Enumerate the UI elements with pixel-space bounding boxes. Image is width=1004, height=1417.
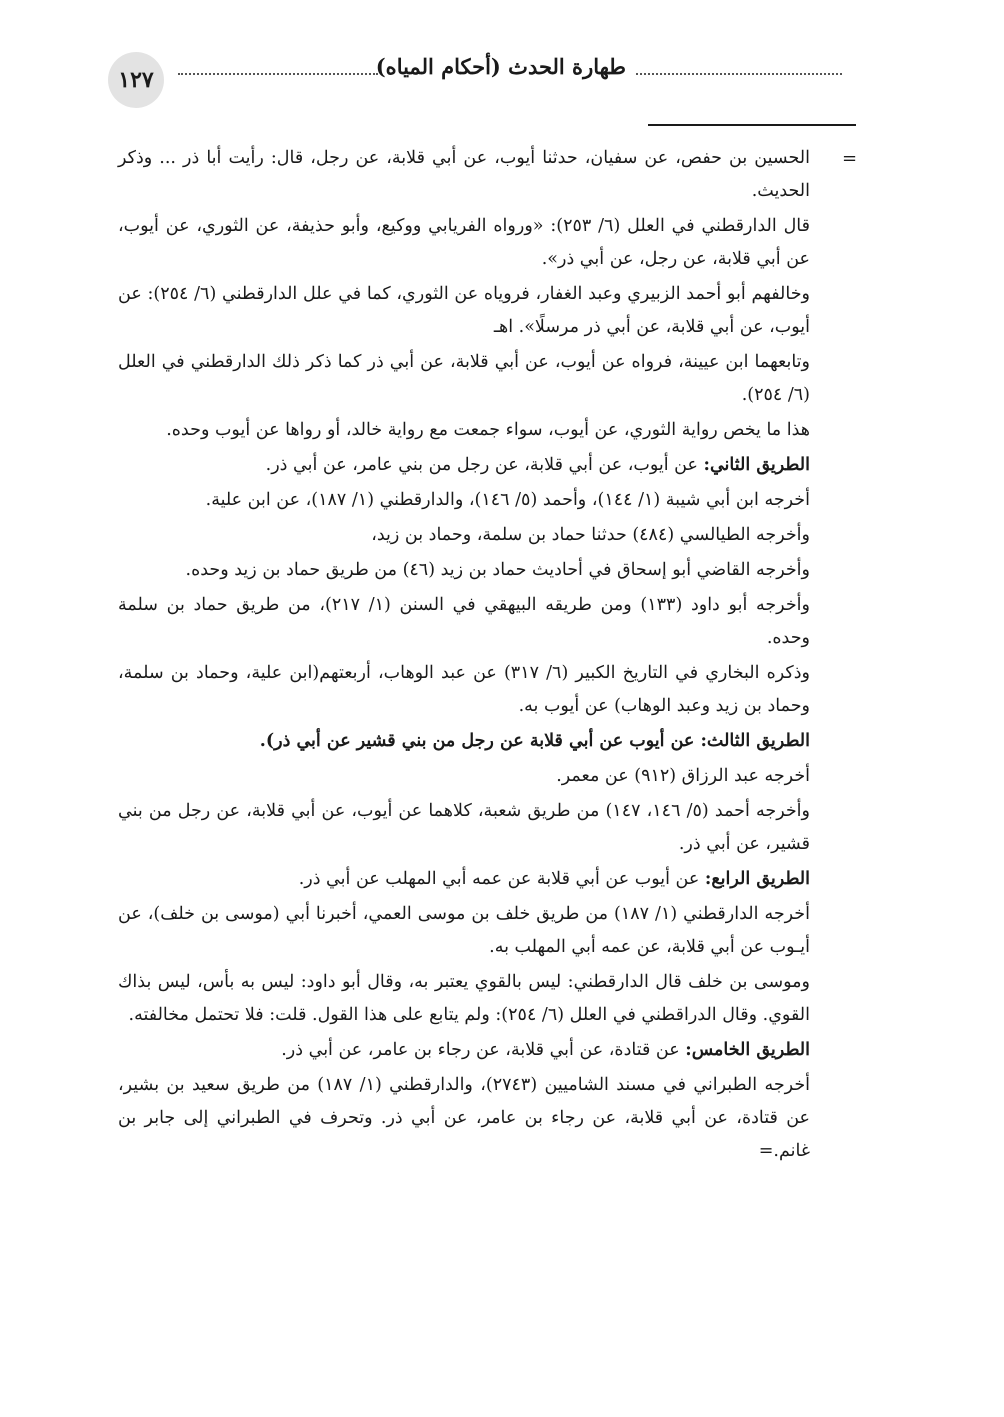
footnote-paragraph: [118, 142, 810, 208]
paragraph-text: أخرجه الدارقطني (١/ ١٨٧) من طريق خلف بن موسى العمي، أخبرنا أبي (موسى بن خلف)، عن أيـوب عن أبي قلابة، عن عمه أبي المهلب به.: [118, 904, 810, 957]
method-heading: الطريق الرابع:: [704, 869, 810, 889]
method-heading: الطريق الخامس:: [685, 1040, 810, 1060]
footnote-paragraph: [118, 725, 810, 758]
leader-dots-left: [178, 73, 378, 75]
paragraph-text: وتابعهما ابن عيينة، فرواه عن أيوب، عن أبي قلابة، عن أبي ذر كما ذكر ذلك الدارقطني في العلل (٦/ ٢٥٤).: [118, 352, 810, 405]
footnote-paragraph: [118, 1069, 810, 1168]
paragraph-text: وموسى بن خلف قال الدارقطني: ليس بالقوي يعتبر به، وقال أبو داود: ليس به بأس، ليس بذاك القوي. وقال الدراقطني في العلل (٦/ ٢٥٤): ولم يتابع على هذا القول. قلت: فلا تحتمل مخالفته.: [118, 972, 810, 1025]
footnote-paragraph: [118, 966, 810, 1032]
paragraph-text: وأخرجه القاضي أبو إسحاق في أحاديث حماد بن زيد (٤٦) من طريق حماد بن زيد وحده.: [185, 560, 810, 580]
page-number-badge: [108, 52, 164, 108]
paragraph-text: قال الدارقطني في العلل (٦/ ٢٥٣): «ورواه الفريابي ووكيع، وأبو حذيفة، عن الثوري، عن أيوب، عن أبي قلابة، عن رجل، عن أبي ذر».: [118, 216, 811, 269]
paragraph-text: عن أيوب، عن أبي قلابة، عن رجل من بني عامر، عن أبي ذر.: [265, 455, 704, 475]
footnote-paragraph: [118, 414, 810, 447]
footnote-paragraph: [118, 554, 810, 587]
footnote-continuation-mark: =: [842, 148, 858, 169]
method-heading: الطريق الثاني:: [703, 455, 810, 475]
paragraph-text: وذكره البخاري في التاريخ الكبير (٦/ ٣١٧) عن عبد الوهاب، أربعتهم(ابن علية، وحماد بن سلمة، وحماد بن زيد وعبد الوهاب) عن أيوب به.: [118, 663, 811, 716]
leader-dots-right: [636, 73, 842, 75]
footnote-paragraph: [118, 657, 810, 723]
footnote-separator-rule: [648, 124, 856, 126]
footnote-paragraph: [118, 449, 810, 482]
footnote-paragraph: [118, 484, 810, 517]
paragraph-text: وخالفهم أبو أحمد الزبيري وعبد الغفار، فروياه عن الثوري، كما في علل الدارقطني (٦/ ٢٥٤): عن أيوب، عن أبي قلابة، عن أبي ذر مرسلًا». اهـ: [118, 284, 810, 337]
method-heading: الطريق الثالث: عن أيوب عن أبي قلابة عن رجل من بني قشير عن أبي ذر).: [259, 731, 810, 751]
footnote-paragraph: [118, 795, 810, 861]
paragraph-text: عن قتادة، عن أبي قلابة، عن رجاء بن عامر، عن أبي ذر.: [281, 1040, 686, 1060]
paragraph-text: أخرجه الطبراني في مسند الشاميين (٢٧٤٣)، والدارقطني (١/ ١٨٧) من طريق سعيد بن بشير، عن قتادة، عن أبي قلابة، عن رجاء بن عامر، عن أبي ذر. وتحرف في الطبراني إلى جابر بن غانم.=: [118, 1075, 811, 1161]
paragraph-text: أخرجه ابن أبي شيبة (١/ ١٤٤)، وأحمد (٥/ ١٤٦)، والدارقطني (١/ ١٨٧)، عن ابن علية.: [205, 490, 810, 510]
page-header: [0, 44, 1004, 104]
paragraph-text: هذا ما يخص رواية الثوري، عن أيوب، سواء جمعت مع رواية خالد، أو رواها عن أيوب وحده.: [166, 420, 810, 440]
footnote-paragraph: [118, 863, 810, 896]
footnote-paragraph: [118, 346, 810, 412]
footnote-paragraph: [118, 898, 810, 964]
paragraph-text: وأخرجه أحمد (٥/ ١٤٦، ١٤٧) من طريق شعبة، كلاهما عن أيوب، عن أبي قلابة، عن رجل من بني قشير، عن أبي ذر.: [118, 801, 810, 854]
footnote-paragraph: [118, 589, 810, 655]
footnote-paragraph: [118, 1034, 810, 1067]
paragraph-text: عن أيوب عن أبي قلابة عن عمه أبي المهلب عن أبي ذر.: [298, 869, 705, 889]
footnote-paragraph: [118, 278, 810, 344]
paragraph-text: الحسين بن حفص، عن سفيان، حدثنا أيوب، عن أبي قلابة، عن رجل، قال: رأيت أبا ذر ... وذكر الحديث.: [118, 148, 810, 201]
footnote-paragraph: [118, 210, 810, 276]
paragraph-text: وأخرجه أبو داود (١٣٣) ومن طريقه البيهقي في السنن (١/ ٢١٧)، من طريق حماد بن سلمة وحده.: [118, 595, 810, 648]
footnote-paragraph: [118, 760, 810, 793]
paragraph-text: أخرجه عبد الرزاق (٩١٢) عن معمر.: [556, 766, 810, 786]
paragraph-text: وأخرجه الطيالسي (٤٨٤) حدثنا حماد بن سلمة، وحماد بن زيد،: [371, 525, 810, 545]
running-title: طهارة الحدث (أحكام المياه): [375, 54, 626, 79]
footnote-paragraph: [118, 519, 810, 552]
page-number: ١٢٧: [118, 67, 154, 93]
footnote-body: [118, 142, 810, 1170]
